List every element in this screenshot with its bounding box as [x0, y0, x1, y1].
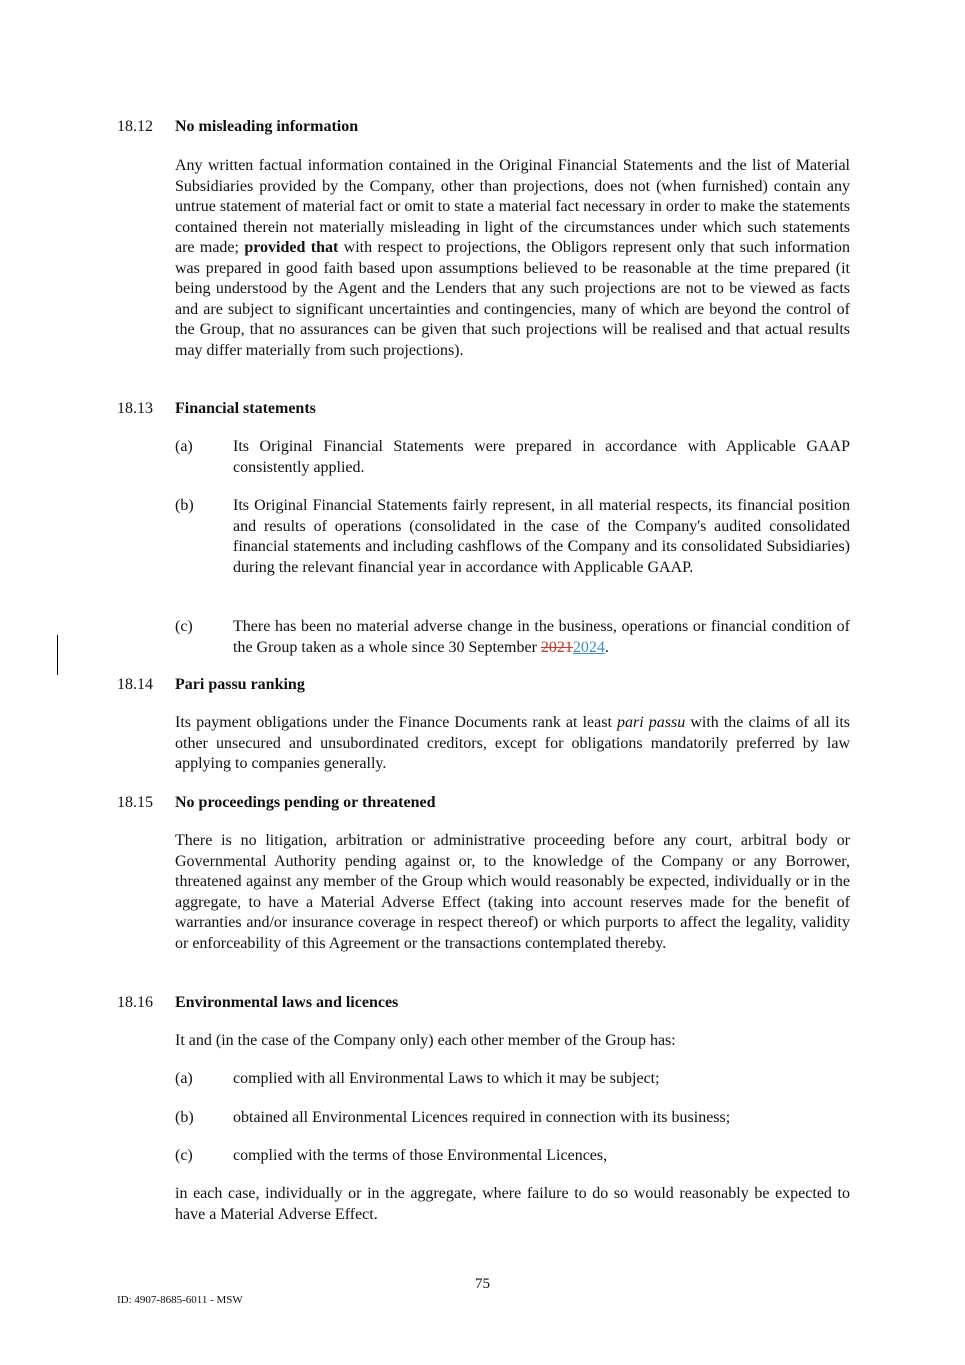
- section-number: 18.16: [117, 994, 153, 1011]
- section-number: 18.13: [117, 400, 153, 417]
- section-heading-18-12: [117, 117, 857, 138]
- item-label: (b): [175, 497, 194, 514]
- item-text: obtained all Environmental Licences required in connection with its business;: [233, 1109, 731, 1126]
- section-title: Environmental laws and licences: [175, 994, 399, 1011]
- bold-term: provided that: [244, 239, 339, 256]
- item-text: complied with all Environmental Laws to which it may be subject;: [233, 1070, 660, 1087]
- item-label: (a): [175, 438, 193, 455]
- item-label: (a): [175, 1070, 193, 1087]
- list-item-18-16-a: [175, 1069, 850, 1090]
- section-number: 18.15: [117, 794, 153, 811]
- paragraph-18-15: There is no litigation, arbitration or administrative proceeding before any court, arbitral body or Governmental Authority pending against or, to the knowledge of the Company or any Borrower, threatened against any member of the Group which would reasonably be expected, individually or in the aggregate, to have a Material Adverse Effect (taking into account reserves made for the benefit of warranties and/or insurance coverage in respect thereof) or which purports to affect the legality, validity or enforceability of this Agreement or the transactions contemplated thereby.: [175, 832, 850, 952]
- paragraph-18-16-outro: in each case, individually or in the aggregate, where failure to do so would reasonably be expected to have a Material Adverse Effect.: [175, 1185, 850, 1223]
- paragraph-18-16-intro: It and (in the case of the Company only) each other member of the Group has:: [175, 1032, 676, 1049]
- section-title: Financial statements: [175, 400, 316, 417]
- list-item-18-13-c: [175, 617, 850, 658]
- list-item-18-16-c: [175, 1146, 850, 1167]
- item-label: (c): [175, 1147, 193, 1164]
- list-item-18-16-b: [175, 1108, 850, 1129]
- document-id: ID: 4907-8685-6011 - MSW: [117, 1294, 243, 1306]
- section-number: 18.12: [117, 118, 153, 135]
- italic-term: pari passu: [616, 714, 686, 731]
- section-heading-18-13: [117, 399, 857, 420]
- list-item-18-13-a: [175, 437, 850, 478]
- page-number: 75: [475, 1276, 490, 1292]
- item-text: Its Original Financial Statements were prepared in accordance with Applicable GAAP consistently applied.: [233, 438, 850, 476]
- section-heading-18-15: [117, 793, 857, 814]
- item-label: (c): [175, 618, 193, 635]
- inserted-text: 2024: [572, 638, 605, 656]
- item-text: Its Original Financial Statements fairly represent, in all material respects, its financial position and results of operations (consolidated in the case of the Company's audited consolidated financial statements and including cashflows of the Company and its consolidated Subsidiaries) during the relevant financial year in accordance with Applicable GAAP.: [233, 497, 850, 576]
- item-text: There has been no material adverse change in the business, operations or financial condition of the Group taken as a whole since 30 September 20212024.: [233, 618, 850, 656]
- section-number: 18.14: [117, 676, 153, 693]
- deleted-text: 2021: [540, 638, 573, 656]
- section-title: No proceedings pending or threatened: [175, 794, 436, 811]
- item-label: (b): [175, 1109, 194, 1126]
- paragraph-18-14: Its payment obligations under the Finance Documents rank at least pari passu with the claims of all its other unsecured and unsubordinated creditors, except for obligations mandatorily preferred by law applying to companies generally.: [175, 714, 851, 772]
- list-item-18-13-b: [175, 496, 850, 578]
- section-heading-18-14: [117, 675, 857, 696]
- item-text: complied with the terms of those Environmental Licences,: [233, 1147, 608, 1164]
- section-heading-18-16: [117, 993, 857, 1014]
- section-title: No misleading information: [175, 118, 359, 135]
- revision-change-bar: [57, 635, 58, 675]
- section-title: Pari passu ranking: [175, 676, 305, 693]
- paragraph-18-12: Any written factual information contained in the Original Financial Statements and the list of Material Subsidiaries provided by the Company, other than projections, does not (when furnished) contain any untrue statement of material fact or omit to state a material fact necessary in order to make the statements contained therein not materially misleading in light of the circumstances under which such statements are made; provided that with respect to projections, the Obligors represent only that such information was prepared in good faith based upon assumptions believed to be reasonable at the time prepared (it being understood by the Agent and the Lenders that any such projections are not to be viewed as facts and are subject to significant uncertainties and contingencies, many of which are beyond the control of the Group, that no assurances can be given that such projections will be realised and that actual results may differ materially from such projections).: [175, 157, 851, 359]
